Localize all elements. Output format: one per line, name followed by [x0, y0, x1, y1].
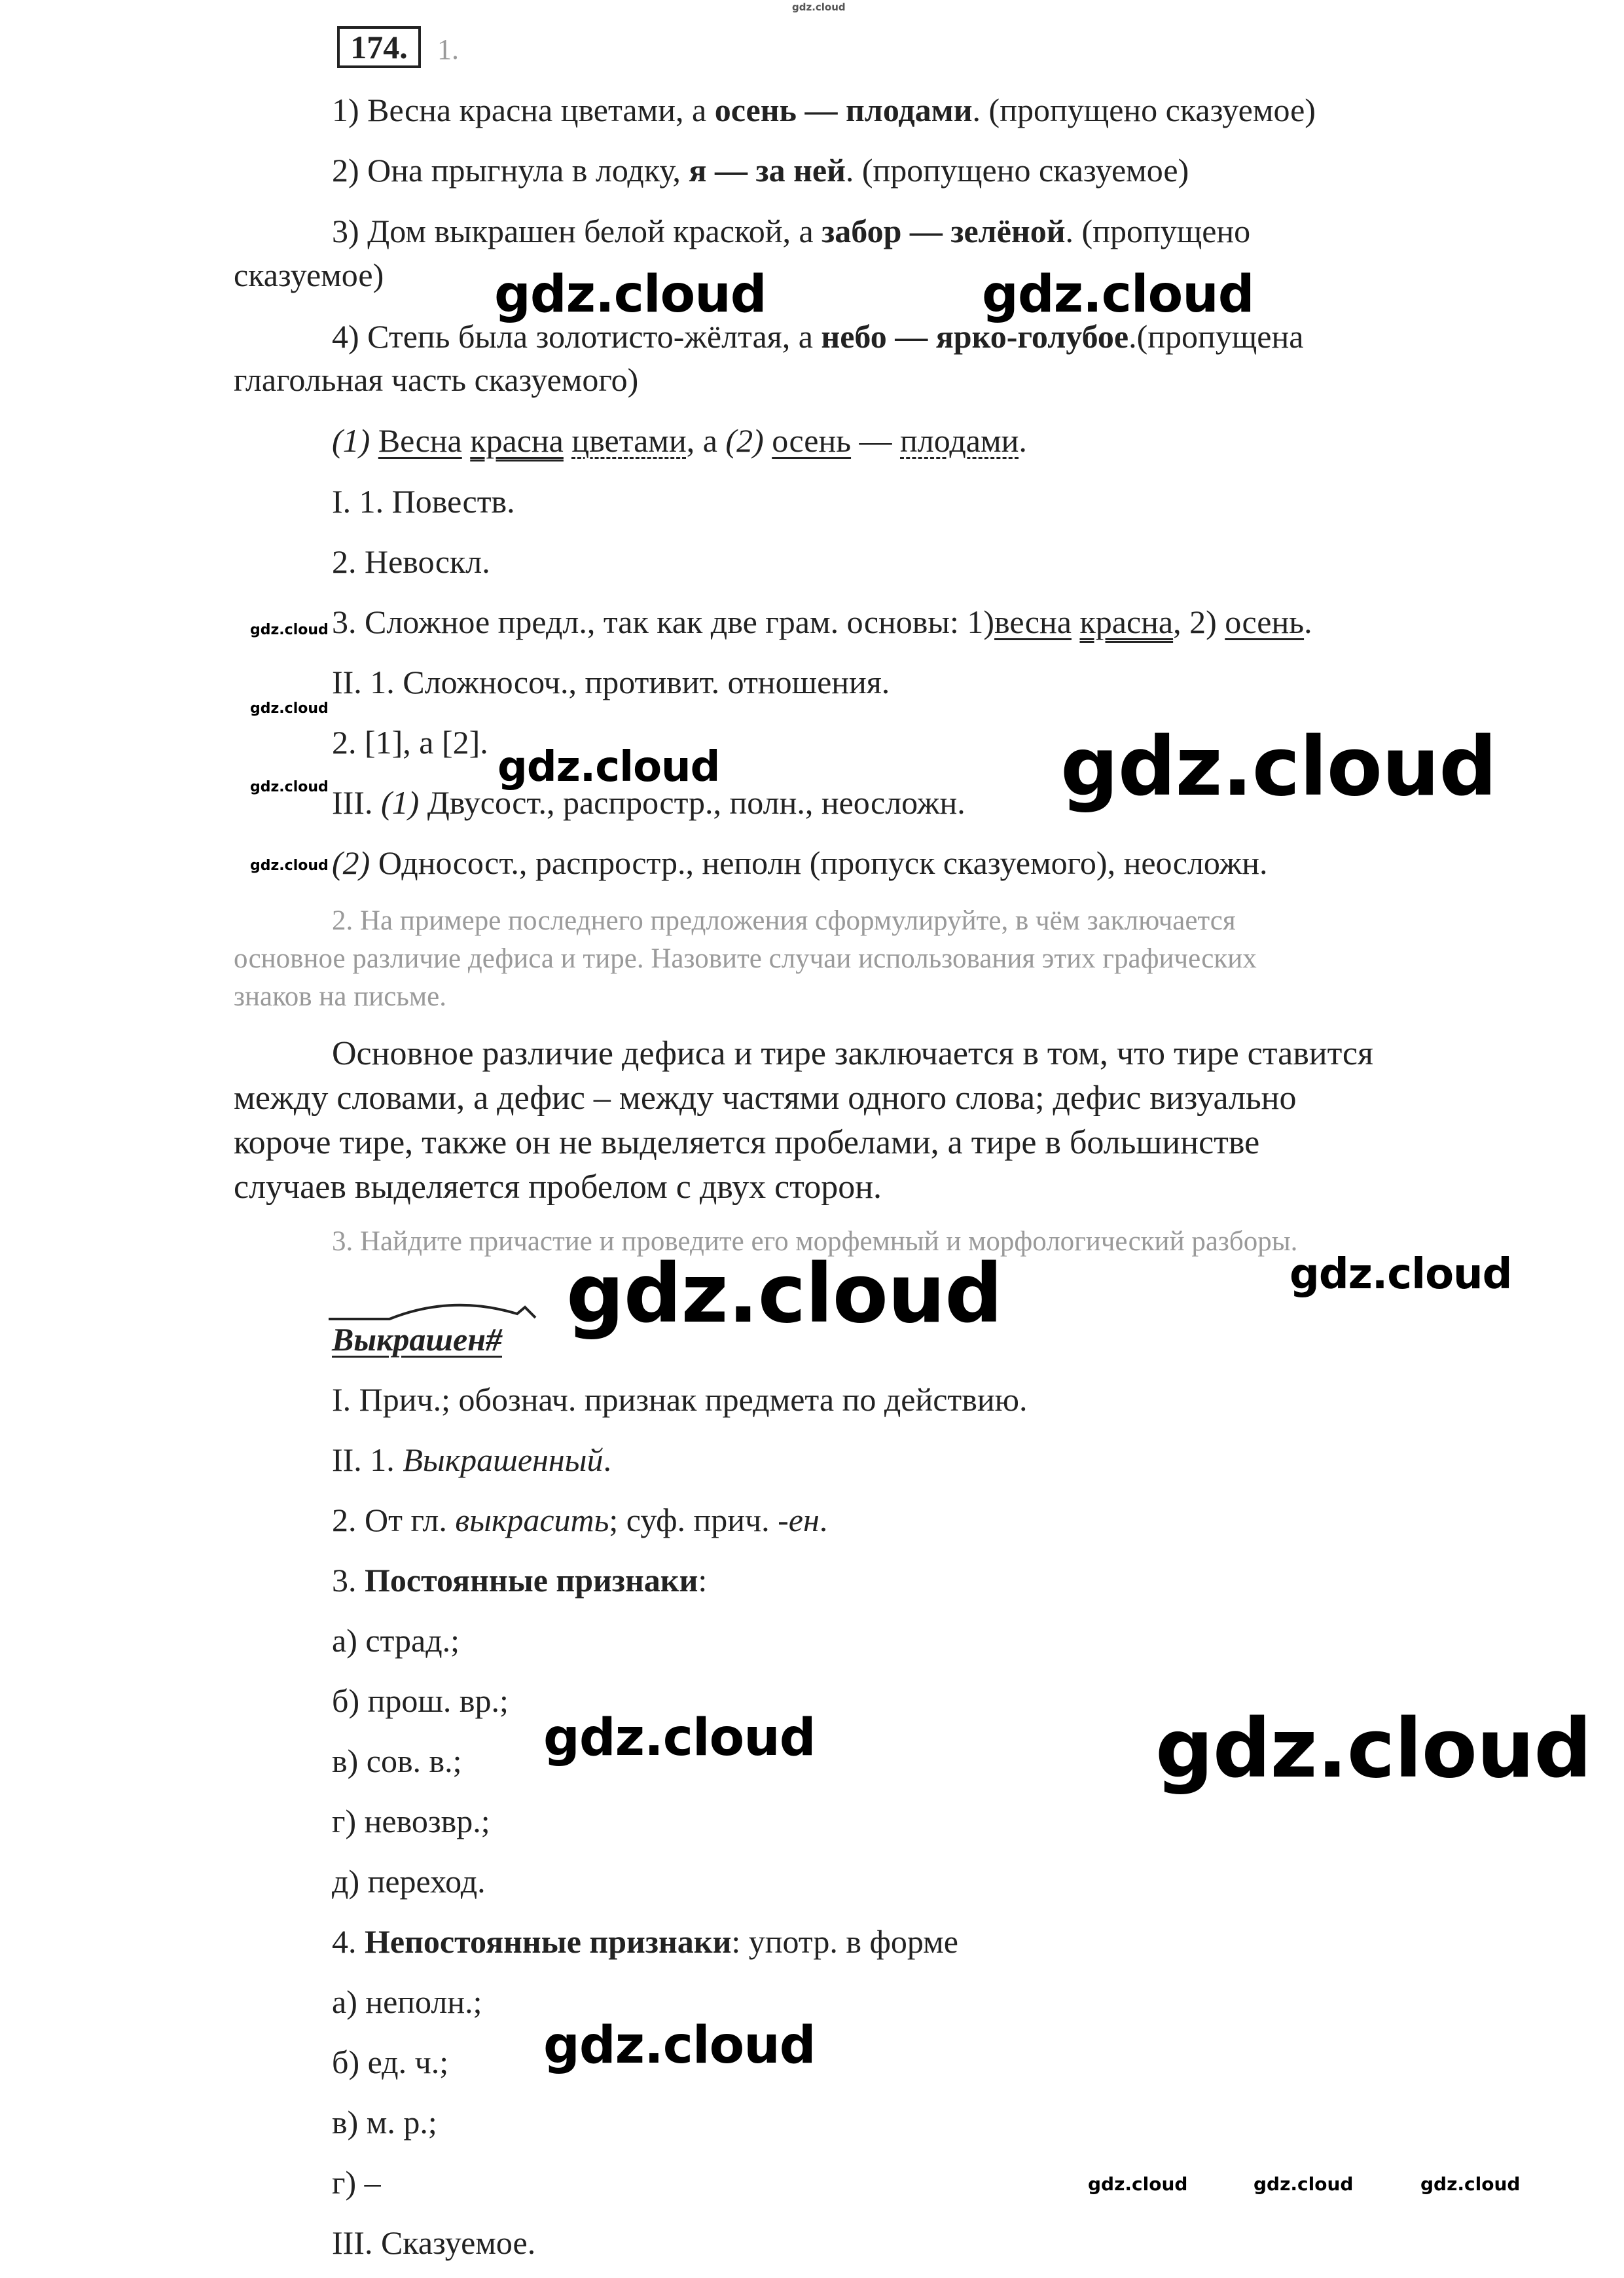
sentence-2-start: 2) Она прыгнула в лодку,	[332, 152, 689, 189]
watermark: gdz.cloud	[494, 265, 767, 324]
morph-line-2-num: II. 1.	[332, 1441, 403, 1478]
sentence-3-bold: забор — зелёной	[821, 213, 1066, 249]
analysis-subject-2: осень	[1225, 604, 1305, 640]
morpheme-root-arc	[329, 1305, 535, 1319]
analysis-line-3-sep: , 2)	[1173, 604, 1225, 640]
parse-subject-2: осень	[772, 422, 852, 459]
parse-end: .	[1019, 422, 1027, 459]
morph-suffix: ен	[788, 1502, 820, 1538]
watermark: gdz.cloud	[566, 1247, 1003, 1341]
sentence-1	[332, 90, 1316, 130]
analysis-line-6-roman: III.	[332, 784, 381, 821]
analysis-line-6-text: Двусост., распростр., полн., неосложн.	[419, 784, 965, 821]
morph-line-3-mid: ; суф. прич. -	[609, 1502, 789, 1538]
watermark: gdz.cloud	[1060, 720, 1497, 814]
morph-line-6: б) прош. вр.;	[332, 1682, 509, 1719]
task-number: 174.	[337, 26, 421, 68]
morph-initial-form: Выкрашенный	[403, 1441, 604, 1478]
watermark: gdz.cloud	[1088, 2173, 1188, 2195]
sentence-4-start: 4) Степь была золотисто-жёлтая, а	[332, 318, 821, 355]
sentence-1-bold: осень — плодами	[714, 92, 973, 128]
analysis-predicate-1: красна	[1079, 604, 1174, 640]
watermark: gdz.cloud	[250, 700, 329, 717]
participle-word	[332, 1320, 502, 1359]
watermark: gdz.cloud	[1420, 2173, 1521, 2195]
sentence-4-wrap: глагольная часть сказуемого)	[234, 361, 639, 398]
morph-permanent-heading: Постоянные признаки	[365, 1562, 698, 1599]
analysis-line-3-end: .	[1304, 604, 1312, 640]
morph-line-10	[332, 1922, 958, 1961]
subtask-number: 1.	[437, 33, 459, 65]
parse-clause-1-number: (1)	[332, 422, 370, 459]
participle-ending-mark: #	[486, 1321, 502, 1358]
morph-line-3-start: 2. От гл.	[332, 1502, 456, 1538]
sentence-4-bold: небо — ярко-голубое	[821, 318, 1129, 355]
sentence-1-end: . (пропущено сказуемое)	[972, 92, 1316, 128]
question-3: 3. Найдите причастие и проведите его морфемный и морфологический разборы.	[332, 1226, 1298, 1257]
analysis-line-7	[332, 843, 1267, 882]
answer-2-line-3: короче тире, также он не выделяется пробелами, а тире в большинстве	[234, 1124, 1260, 1161]
watermark: gdz.cloud	[543, 2016, 816, 2075]
sentence-2	[332, 151, 1189, 190]
morph-line-4	[332, 1561, 707, 1600]
sentence-3-start: 3) Дом выкрашен белой краской, а	[332, 213, 822, 249]
watermark: gdz.cloud	[1290, 1250, 1512, 1299]
sentence-4-end: .(пропущена	[1128, 318, 1304, 355]
morph-line-7: в) сов. в.;	[332, 1743, 462, 1779]
analysis-line-1: I. 1. Повеств.	[332, 483, 515, 520]
morph-line-5: а) страд.;	[332, 1622, 460, 1659]
analysis-line-7-text: Односост., распростр., неполн (пропуск сказуемого), неосложн.	[370, 844, 1268, 881]
morph-line-8: г) невозвр.;	[332, 1803, 490, 1839]
watermark: gdz.cloud	[982, 265, 1254, 324]
header-watermark: gdz.cloud	[792, 1, 846, 13]
sentence-3	[332, 211, 1250, 251]
parse-predicate-1: красна	[470, 422, 564, 459]
morph-line-3-end: .	[819, 1502, 828, 1538]
watermark: gdz.cloud	[1254, 2173, 1354, 2195]
sentence-3-end: . (пропущено	[1065, 213, 1251, 249]
parse-clause-2-number: (2)	[725, 422, 764, 459]
morph-line-12: б) ед. ч.;	[332, 2044, 449, 2080]
analysis-line-2: 2. Невоскл.	[332, 543, 490, 580]
morph-line-3	[332, 1500, 827, 1540]
morph-line-10-num: 4.	[332, 1923, 365, 1960]
watermark: gdz.cloud	[250, 858, 329, 874]
morph-line-9: д) переход.	[332, 1863, 486, 1900]
morph-line-10-end: : употр. в форме	[731, 1923, 958, 1960]
analysis-line-6-number: (1)	[380, 784, 420, 821]
question-2-line-3: знаков на письме.	[234, 981, 446, 1012]
analysis-subject-1: весна	[994, 604, 1072, 640]
sentence-1-start: 1) Весна красна цветами, а	[332, 92, 715, 128]
analysis-line-3-text: 3. Сложное предл., так как две грам. основы: 1)	[332, 604, 995, 640]
morph-line-13: в) м. р.;	[332, 2104, 437, 2141]
watermark: gdz.cloud	[250, 779, 329, 795]
morph-line-4-num: 3.	[332, 1562, 365, 1599]
morph-source-verb: выкрасить	[455, 1502, 609, 1538]
sentence-2-end: . (пропущено сказуемое)	[845, 152, 1189, 189]
question-2-line-2: основное различие дефиса и тире. Назовите случаи использования этих графических	[234, 943, 1257, 974]
sentence-3-wrap: сказуемое)	[234, 257, 384, 293]
analysis-line-4: II. 1. Сложносоч., противит. отношения.	[332, 664, 890, 700]
watermark: gdz.cloud	[250, 622, 329, 638]
morph-line-2-end: .	[603, 1441, 612, 1478]
watermark: gdz.cloud	[497, 743, 720, 791]
morph-line-11: а) неполн.;	[332, 1983, 482, 2020]
watermark: gdz.cloud	[1155, 1702, 1592, 1796]
analysis-line-7-number: (2)	[332, 844, 370, 881]
parse-object-2: плодами	[900, 422, 1019, 459]
analysis-line-3	[332, 602, 1312, 642]
parse-dash: —	[851, 422, 901, 459]
answer-2-line-1: Основное различие дефиса и тире заключается в том, что тире ставится	[332, 1035, 1373, 1072]
question-2-line-1: 2. На примере последнего предложения сформулируйте, в чём заключается	[332, 905, 1236, 936]
watermark: gdz.cloud	[543, 1708, 816, 1767]
analysis-line-5: 2. [1], а [2].	[332, 724, 488, 761]
sentence-parse	[332, 421, 1027, 460]
answer-2-line-2: между словами, а дефис – между частями одного слова; дефис визуально	[234, 1079, 1297, 1117]
morph-line-2	[332, 1440, 611, 1479]
answer-2-line-4: случаев выделяется пробелом с двух сторон.	[234, 1168, 882, 1206]
morph-nonpermanent-heading: Непостоянные признаки	[365, 1923, 732, 1960]
morph-line-14: г) –	[332, 2164, 381, 2201]
parse-object-1: цветами	[571, 422, 687, 459]
morph-line-15: III. Сказуемое.	[332, 2224, 536, 2261]
morph-line-4-end: :	[698, 1562, 708, 1599]
parse-subject-1: Весна	[378, 422, 462, 459]
morph-line-1: I. Прич.; обознач. признак предмета по действию.	[332, 1381, 1028, 1418]
participle-word-text: Выкрашен	[332, 1321, 486, 1358]
sentence-2-bold: я — за ней	[689, 152, 846, 189]
parse-conjunction: , а	[686, 422, 726, 459]
